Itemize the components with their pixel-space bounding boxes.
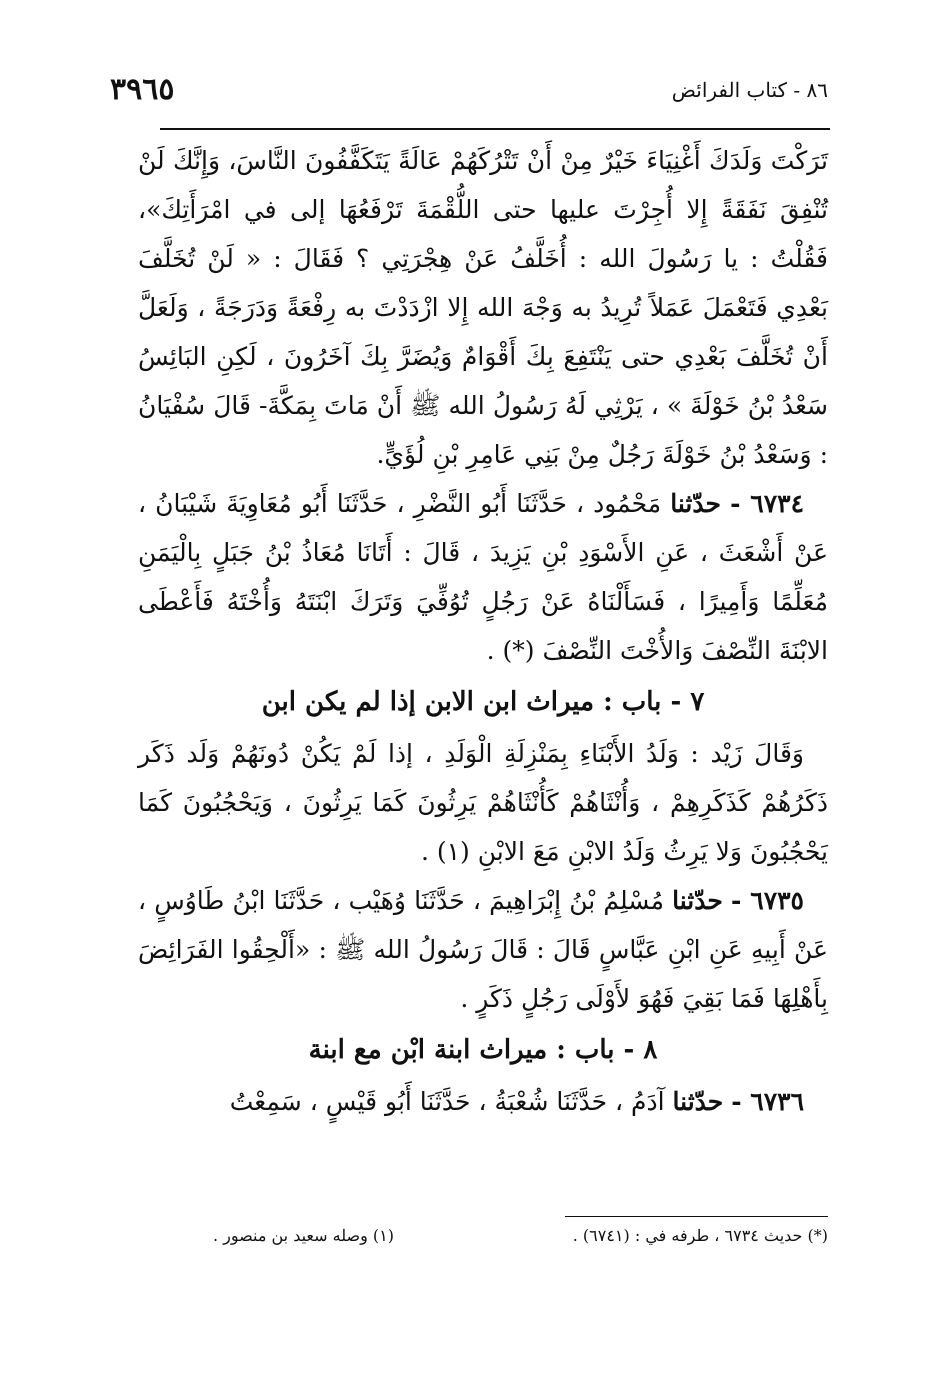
page-number: ٣٩٦٥: [110, 72, 175, 107]
footnotes: [150, 1226, 828, 1266]
hadith-number: ٦٧٣٥ -: [730, 886, 804, 915]
hadith-text: آدَمُ ، حَدَّثَنَا شُعْبَةُ ، حَدَّثَنَا أَبُو قَيْسٍ ، سَمِعْتُ: [229, 1087, 665, 1116]
hadith-text: مُسْلِمُ بْنُ إِبْرَاهِيمَ ، حَدَّثَنَا وُهَيْب ، حَدَّثَنَا ابْنُ طَاوُسٍ ، عَنْ أَبِيهِ عَنِ ابْنِ عَبَّاسٍ قَالَ : قَالَ رَسُولُ الله ﷺ : «أَلْحِقُوا الفَرَائِضَ بِأَهْلِهَا فَمَا بَقِيَ فَهُوَ لأَوْلَى رَجُلٍ ذَكَرٍ .: [138, 886, 828, 1013]
bab-heading-7: ٧ - باب : ميراث ابن الابن إذا لم يكن ابن: [261, 687, 705, 717]
haddathana-label: حدّثنا: [672, 1087, 724, 1116]
hadith-text: مَحْمُود ، حَدَّثَنَا أَبُو النَّضْرِ ، حَدَّثَنَا أَبُو مُعَاوِيَةَ شَيْبَانُ ، عَنْ أَشْعَثَ ، عَنِ الأَسْوَدِ بْنِ يَزِيدَ ، قَالَ : أَتَانَا مُعَاذُ بْنُ جَبَلٍ بِالْيَمَنِ مُعَلِّمًا وَأَمِيرًا ، فَسَأَلْنَاهُ عَنْ رَجُلٍ تُوُفِّيَ وَتَرَكَ ابْنَتَهُ وَأُخْتَهُ فَأَعْطَى الابْنَةَ النِّصْفَ وَالأُخْتَ النِّصْفَ (*) .: [138, 489, 828, 665]
hadith-number: ٦٧٣٤ -: [730, 489, 804, 518]
footnote-star: (*) حديث ٦٧٣٤ ، طرفه في : (٦٧٤١) .: [572, 1226, 828, 1245]
hadith-6736: [138, 1077, 828, 1126]
haddathana-label: حدّثنا: [672, 886, 723, 915]
hadith-6734: [138, 479, 828, 675]
main-text: [138, 136, 828, 1126]
haddathana-label: حدّثنا: [670, 489, 721, 518]
continuation-paragraph: تَرَكْتَ وَلَدَكَ أَغْنِيَاءَ خَيْرٌ مِنْ أَنْ تَتْرُكَهُمْ عَالَةً يَتَكَفَّفُونَ النَّاسَ، وَإِنَّكَ لَنْ تُنْفِقَ نَفَقَةً إِلا أُجِرْتَ عليها حتى اللُّقْمَةَ تَرْفَعُهَا إلى في امْرَأَتِكَ»، فَقُلْتُ : يا رَسُولَ الله : أُخَلَّفُ عَنْ هِجْرَتِي ؟ فَقَالَ : « لَنْ تُخَلَّفَ بَعْدِي فَتَعْمَلَ عَمَلاً تُرِيدُ به وَجْهَ الله إِلا ازْدَدْتَ به رِفْعَةً وَدَرَجَةً ، وَلَعَلَّ أَنْ تُخَلَّفَ بَعْدِي حتى يَنْتَفِعَ بِكَ أَقْوَامٌ وَيُضَرَّ بِكَ آخَرُونَ ، لَكِنِ البَائِسُ سَعْدُ بْنُ خَوْلَةَ » ، يَرْثِي لَهُ رَسُولُ الله ﷺ أَنْ مَاتَ بِمَكَّةَ- قَالَ سُفْيَانُ : وَسَعْدُ بْنُ خَوْلَةَ رَجُلٌ مِنْ بَنِي عَامِرِ بْنِ لُؤَيٍّ.: [138, 146, 828, 469]
zayd-quote: وَقَالَ زَيْد : وَلَدُ الأَبْنَاءِ بِمَنْزِلَةِ الْوَلَدِ ، إذا لَمْ يَكُنْ دُونَهُمْ وَلَد ذَكَر ذَكَرُهُمْ كَذَكَرِهِمْ ، وَأُنْثَاهُمْ كَأُنْثَاهُمْ يَرِثُونَ كَمَا يَرِثُونَ ، وَيَحْجُبُونَ كَمَا يَحْجُبُونَ وَلا يَرِثُ وَلَدُ الابْنِ مَعَ الابْنِ (١) .: [138, 739, 828, 866]
hadith-6735: [138, 876, 828, 1023]
header-divider: [160, 128, 830, 130]
bab-heading-8: ٨ - باب : ميراث ابنة ابْن مع ابنة: [308, 1035, 658, 1065]
hadith-number: ٦٧٣٦ -: [731, 1087, 804, 1116]
footnote-one: (١) وصله سعيد بن منصور .: [212, 1226, 394, 1245]
page-header: [110, 72, 828, 118]
chapter-title: ٨٦ - كتاب الفرائض: [671, 78, 828, 102]
footnote-divider: [565, 1216, 828, 1217]
